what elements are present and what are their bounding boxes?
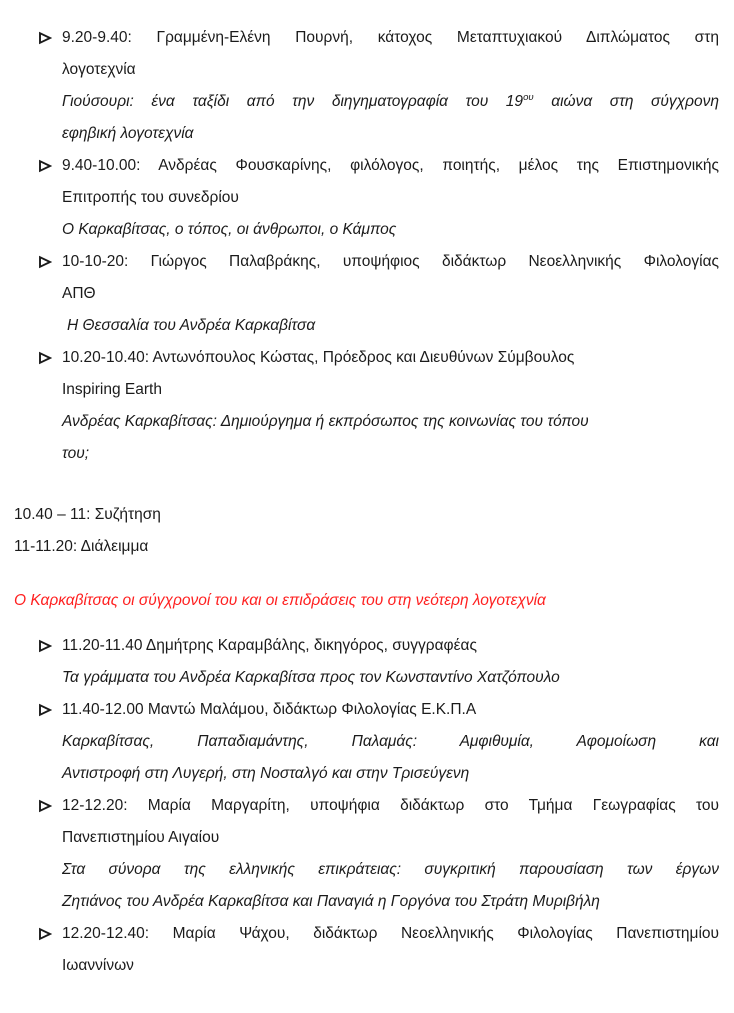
discussion-schedule-line: 10.40 – 11: Συζήτηση [14, 506, 161, 523]
list-arrow-icon [38, 799, 52, 813]
paper-title: Τα γράμματα του Ανδρέα Καρκαβίτσα προς τον Κωνσταντίνο Χατζόπουλο [62, 669, 560, 686]
paper-title: Η Θεσσαλία του Ανδρέα Καρκαβίτσα [67, 317, 316, 334]
paper-title [0, 86, 719, 118]
talk-entry-text: 9.40-10.00: Ανδρέας Φουσκαρίνης, φιλόλογος, ποιητής, μέλος της Επιστημονικής [62, 157, 719, 174]
section-heading: Ο Καρκαβίτσας οι σύγχρονοί του και οι επιδράσεις του στη νεότερη λογοτεχνία [14, 592, 546, 609]
paper-title: εφηβική λογοτεχνία [62, 125, 194, 142]
paper-title-text: Γιούσουρι: ένα ταξίδι από την διηγηματογραφία του 19 [62, 93, 524, 110]
talk-entry [0, 790, 719, 822]
paper-title: Στα σύνορα της ελληνικής επικράτειας: συγκριτική παρουσίαση των έργων [62, 861, 719, 878]
paper-title: Καρκαβίτσας, Παπαδιαμάντης, Παλαμάς: Αμφιθυμία, Αφομοίωση και [62, 733, 719, 750]
list-arrow-icon [38, 639, 52, 653]
talk-entry-text: 11.40-12.00 Μαντώ Μαλάμου, διδάκτωρ Φιλολογίας Ε.Κ.Π.Α [62, 701, 477, 718]
talk-entry-continuation: Πανεπιστημίου Αιγαίου [62, 829, 220, 846]
talk-entry [0, 918, 719, 950]
list-arrow-icon [38, 927, 52, 941]
talk-entry [0, 150, 719, 182]
paper-title: Ανδρέας Καρκαβίτσας: Δημιούργημα ή εκπρόσωπος της κοινωνίας του τόπου [62, 413, 589, 430]
talk-entry [0, 246, 719, 278]
talk-entry-text: 12.20-12.40: Μαρία Ψάχου, διδάκτωρ Νεοελληνικής Φιλολογίας Πανεπιστημίου [62, 925, 719, 942]
talk-entry [0, 22, 719, 54]
talk-entry-continuation: Ιωαννίνων [62, 957, 134, 974]
paper-title: Ο Καρκαβίτσας, ο τόπος, οι άνθρωποι, ο Κάμπος [62, 221, 397, 238]
list-arrow-icon [38, 703, 52, 717]
list-arrow-icon [38, 159, 52, 173]
talk-entry-text: 10.20-10.40: Αντωνόπουλος Κώστας, Πρόεδρος και Διευθύνων Σύμβουλος [62, 349, 575, 366]
talk-entry-text: 9.20-9.40: Γραμμένη-Ελένη Πουρνή, κάτοχος Μεταπτυχιακού Διπλώματος στη [62, 29, 719, 46]
ordinal-superscript: ου [523, 91, 534, 103]
list-arrow-icon [38, 255, 52, 269]
paper-title: Αντιστροφή στη Λυγερή, στη Νοσταλγό και στην Τρισεύγενη [62, 765, 470, 782]
talk-entry-continuation: λογοτεχνία [62, 61, 136, 78]
talk-entry-text: 10-10-20: Γιώργος Παλαβράκης, υποψήφιος διδάκτωρ Νεοελληνικής Φιλολογίας [62, 253, 719, 270]
break-schedule-line: 11-11.20: Διάλειμμα [14, 538, 149, 555]
paper-title: Ζητιάνος του Ανδρέα Καρκαβίτσα και Παναγιά η Γοργόνα του Στράτη Μυριβήλη [62, 893, 600, 910]
talk-entry [0, 342, 719, 374]
list-arrow-icon [38, 31, 52, 45]
talk-entry-text: 11.20-11.40 Δημήτρης Καραμβάλης, δικηγόρος, συγγραφέας [62, 637, 477, 654]
paper-title: του; [62, 445, 90, 462]
talk-entry-text: 12-12.20: Μαρία Μαργαρίτη, υποψήφια διδάκτωρ στο Τμήμα Γεωγραφίας του [62, 797, 719, 814]
talk-entry [0, 694, 719, 726]
paper-title-text: αιώνα στη σύγχρονη [533, 93, 719, 110]
list-arrow-icon [38, 351, 52, 365]
talk-entry [0, 630, 719, 662]
talk-entry-continuation: Επιτροπής του συνεδρίου [62, 189, 239, 206]
talk-entry-continuation: ΑΠΘ [62, 285, 96, 302]
talk-entry-continuation: Inspiring Earth [62, 381, 162, 398]
